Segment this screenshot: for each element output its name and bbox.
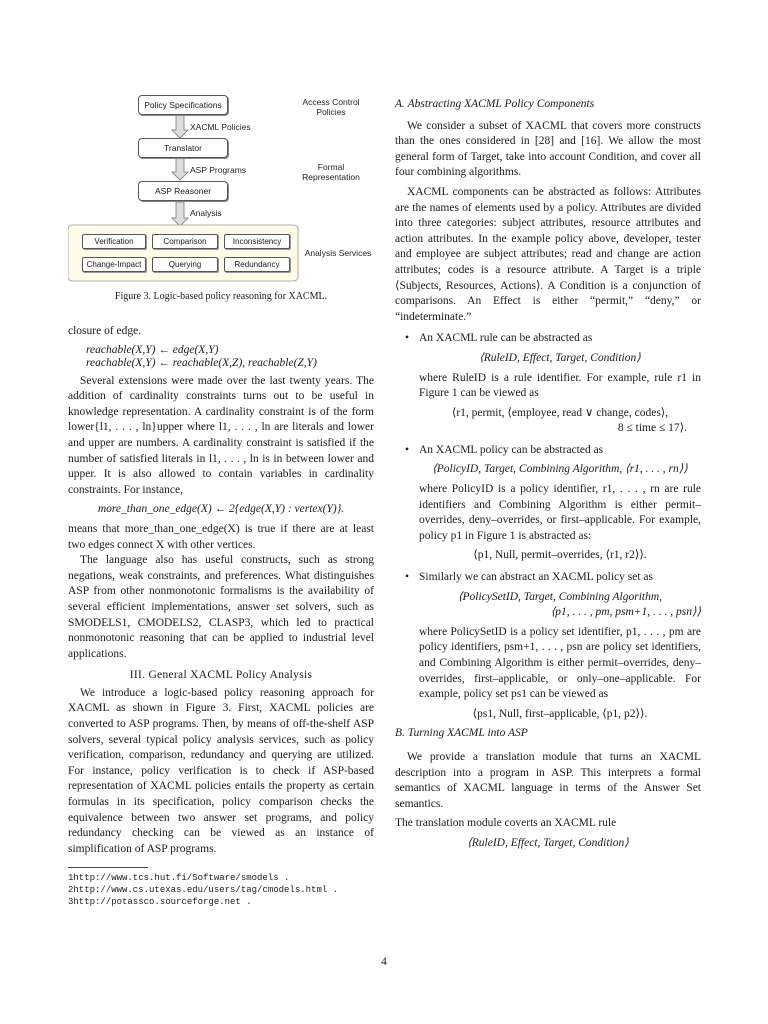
formal-representation-label: Formal Representation	[302, 162, 360, 182]
querying-service: Querying	[152, 257, 218, 272]
analysis-label: Analysis	[190, 208, 222, 218]
page-number: 4	[381, 956, 387, 968]
policy-bullet-desc: where PolicyID is a policy identifier, r1, . . . , rn are rule identifiers and Combining Algorithm is either permit–overrides, deny–overrides, or first–applicable. For example, policy p1 in Figure 1 is abstracted as:	[419, 483, 701, 542]
policy-example: ⟨p1, Null, permit–overrides, ⟨r1, r2⟩⟩.	[473, 549, 647, 562]
final-rule-tuple: ⟨RuleID, Effect, Target, Condition⟩	[467, 836, 629, 849]
subset-paragraph: We consider a subset of XACML that covers more constructs than the ones considered in [28] and [16]. We allow the most general form of Target, take into account Condition, and cover all four combining algorithms.	[395, 119, 701, 179]
xacml-policies-label: XACML Policies	[190, 122, 251, 132]
footnote-3: 3http://potassco.sourceforge.net .	[68, 897, 252, 908]
rule-bullet-desc: where RuleID is a rule identifier. For example, rule r1 in Figure 1 can be viewed as	[419, 371, 701, 400]
bullet-dot: •	[405, 571, 410, 584]
policy-specifications-box: Policy Specifications	[138, 95, 228, 115]
policy-bullet-text: An XACML policy can be abstracted as	[419, 443, 604, 456]
inconsistency-service: Inconsistency	[224, 234, 290, 249]
rule-bullet-text: An XACML rule can be abstracted as	[419, 332, 593, 345]
analysis-services-label: Analysis Services	[304, 248, 372, 258]
translation-paragraph: We provide a translation module that turns an XACML description into a program in ASP. This interprets a formal semantics of XACML language in terms of the Answer Set semantics.	[395, 750, 701, 810]
figure-caption: Figure 3. Logic-based policy reasoning for XACML.	[114, 291, 328, 302]
policy-set-example: ⟨ps1, Null, first–applicable, ⟨p1, p2⟩⟩.	[472, 707, 648, 720]
reachable-rule-1: reachable(X,Y) ← edge(X,Y)	[86, 343, 219, 356]
right-column	[395, 92, 701, 856]
policy-tuple: ⟨PolicyID, Target, Combining Algorithm, ⟨r1, . . . , rn⟩⟩	[432, 463, 688, 476]
rule-tuple: ⟨RuleID, Effect, Target, Condition⟩	[479, 351, 641, 364]
footnote-1: 1http://www.tcs.hut.fi/Software/smodels .	[68, 873, 290, 884]
policy-set-bullet	[395, 570, 701, 722]
access-control-policies-label: Access Control Policies	[302, 97, 360, 117]
comparison-service: Comparison	[152, 234, 218, 249]
policy-set-bullet-text: Similarly we can abstract an XACML policy set as	[419, 571, 653, 584]
rule-example-line-1: ⟨r1, permit, ⟨employee, read ∨ change, codes⟩,	[451, 406, 669, 419]
components-paragraph: XACML components can be abstracted as follows: Attributes are the names of elements used by a policy. Attributes are divided into three categories: subject attributes, resource attributes and action attributes. In the example policy above, developer, tester and employee are subject attributes; read and change are action attributes; codes is a resource attribute. A Target is a triple ⟨Subjects, Resources, Actions⟩. A Condition is a conjunction of comparisons. An Effect is either “permit,” “deny,” or “indeterminate.”	[395, 185, 701, 323]
reachable-rules	[68, 344, 374, 370]
policy-set-tuple-line-1: ⟨PolicySetID, Target, Combining Algorithm,	[457, 590, 663, 603]
approach-paragraph: We introduce a logic-based policy reasoning approach for XACML as shown in Figure 3. First, XACML policies are converted to ASP programs. Then, by means of off-the-shelf ASP solvers, several typical policy analysis services, such as policy verification, comparison, redundancy and querying are utilized. For instance, policy verification is to check if ASP-based representation of XACML policies entails the property as certain formulas in its specification, policy comparison checks the equivalence between two answer set programs, and policy redundancy checking can be viewed as an instance of simplification of ASP programs.	[68, 686, 374, 855]
more-than-one-edge-rule: more_than_one_edge(X) ← 2{edge(X,Y) : vertex(Y)}.	[97, 503, 345, 516]
cardinality-paragraph: Several extensions were made over the last twenty years. The addition of cardinality constraints turns out to be useful in knowledge representation. A cardinality constraint is of the form lower{l1, . . . , ln}upper where l1, . . . , ln are literals and lower and upper are numbers. A cardinality constraint is satisfied if the number of satisfied literals in l1, . . . , ln is in between lower and upper. It is also allowed to contain variables in cardinality constraints. For instance,	[68, 374, 374, 496]
bullet-dot: •	[405, 332, 410, 345]
left-column	[68, 92, 374, 908]
subsection-a-heading: A. Abstracting XACML Policy Components	[395, 98, 595, 110]
change-impact-service: Change-Impact	[82, 257, 146, 272]
means-paragraph: means that more_than_one_edge(X) is true if there are at least two edges connect X with other vertices.	[68, 522, 374, 551]
reachable-rule-2: reachable(X,Y) ← reachable(X,Z), reachable(Z,Y)	[86, 356, 317, 369]
translator-box: Translator	[138, 138, 228, 158]
policy-set-bullet-desc: where PolicySetID is a policy set identifier, p1, . . . , pm are policy identifiers, psm+1, . . . , psn are policy set identifiers, and Combining Algorithm is either permit–overrides, deny–overrides, first–applicable, or only–one–applicable. For example, policy set ps1 can be viewed as	[419, 625, 701, 701]
footnote-2: 2http://www.cs.utexas.edu/users/tag/cmodels.html .	[68, 885, 339, 896]
rule-example-line-2: 8 ≤ time ≤ 17⟩.	[617, 422, 687, 435]
policy-set-tuple-line-2: ⟨p1, . . . , pm, psm+1, . . . , psn⟩⟩	[550, 606, 701, 619]
coverts-line: The translation module coverts an XACML rule	[395, 817, 617, 830]
figure-3	[68, 92, 374, 302]
section-heading: III. General XACML Policy Analysis	[129, 669, 313, 682]
asp-programs-label: ASP Programs	[190, 165, 247, 175]
closure-line: closure of edge.	[68, 325, 142, 337]
redundancy-service: Redundancy	[224, 257, 290, 272]
footnote-rule	[68, 867, 148, 868]
asp-reasoner-box: ASP Reasoner	[138, 181, 228, 201]
rule-bullet	[395, 331, 701, 437]
verification-service: Verification	[82, 234, 146, 249]
bullet-dot: •	[405, 443, 410, 456]
subsection-b-heading: B. Turning XACML into ASP	[395, 727, 528, 740]
policy-bullet	[395, 443, 701, 564]
language-paragraph: The language also has useful constructs, such as strong negations, weak constraints, and preferences. What distinguishes ASP from other nonmonotonic formalisms is the availability of several efficient implementations, answer set solvers, such as SMODELS1, CMODELS2, CLASP3, which led to practical nonmonotonic reasoning that can be applied to industrial level applications.	[68, 554, 374, 660]
